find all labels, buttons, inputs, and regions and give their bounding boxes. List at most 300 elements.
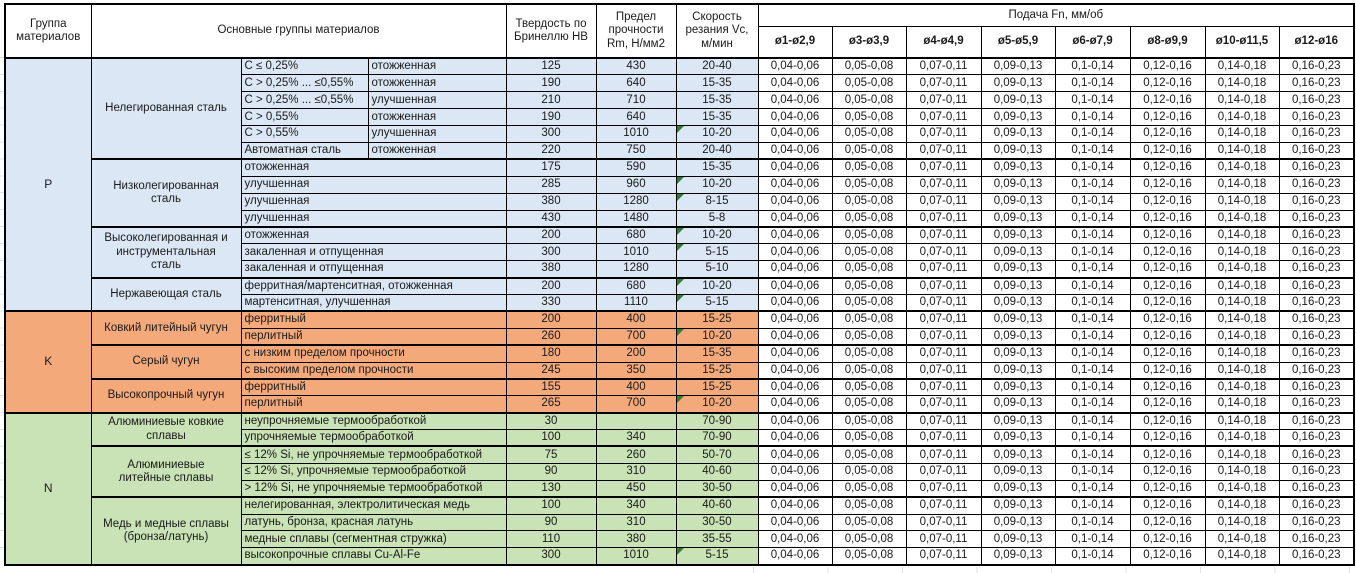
material-state-cell: отожженная bbox=[368, 58, 506, 75]
feed-value-cell: 0,16-0,23 bbox=[1279, 126, 1354, 143]
feed-value-cell: 0,05-0,08 bbox=[832, 294, 906, 311]
feed-value-cell: 0,07-0,11 bbox=[906, 193, 981, 210]
table-row bbox=[5, 227, 1354, 244]
material-spec-cell: Автоматная сталь bbox=[241, 142, 368, 159]
subgroup-cell: Медь и медные сплавы (бронза/латунь) bbox=[91, 497, 241, 565]
hardness-hb-cell: 125 bbox=[506, 58, 596, 75]
feed-value-cell: 0,12-0,16 bbox=[1130, 126, 1205, 143]
strength-rm-cell: 1010 bbox=[596, 548, 676, 565]
cutting-speed-vc-cell: 20-40 bbox=[676, 58, 758, 75]
feed-value-cell: 0,09-0,13 bbox=[981, 362, 1055, 379]
material-spec-cell: перлитный bbox=[241, 396, 506, 413]
feed-value-cell: 0,07-0,11 bbox=[906, 210, 981, 227]
feed-value-cell: 0,16-0,23 bbox=[1279, 176, 1354, 193]
cutting-speed-vc-cell: 15-35 bbox=[676, 159, 758, 176]
feed-value-cell: 0,07-0,11 bbox=[906, 261, 981, 278]
feed-value-cell: 0,14-0,18 bbox=[1205, 193, 1279, 210]
feed-value-cell: 0,1-0,14 bbox=[1055, 176, 1130, 193]
feed-value-cell: 0,04-0,06 bbox=[758, 109, 832, 126]
feed-value-cell: 0,05-0,08 bbox=[832, 92, 906, 109]
cutting-speed-vc-cell: 30-50 bbox=[676, 480, 758, 497]
feed-value-cell: 0,04-0,06 bbox=[758, 463, 832, 480]
hardness-hb-cell: 220 bbox=[506, 142, 596, 159]
strength-rm-cell: 350 bbox=[596, 362, 676, 379]
feed-value-cell: 0,1-0,14 bbox=[1055, 413, 1130, 430]
subgroup-cell: Нержавеющая сталь bbox=[91, 278, 241, 312]
material-spec-cell: отожженная bbox=[241, 159, 506, 176]
feed-value-cell: 0,1-0,14 bbox=[1055, 480, 1130, 497]
table-body bbox=[5, 58, 1354, 565]
subgroup-cell: Высокопрочный чугун bbox=[91, 379, 241, 413]
feed-value-cell: 0,07-0,11 bbox=[906, 345, 981, 362]
table-row bbox=[5, 58, 1354, 75]
feed-value-cell: 0,1-0,14 bbox=[1055, 362, 1130, 379]
table-row bbox=[5, 345, 1354, 362]
feed-value-cell: 0,07-0,11 bbox=[906, 430, 981, 447]
feed-value-cell: 0,04-0,06 bbox=[758, 142, 832, 159]
hardness-hb-cell: 110 bbox=[506, 531, 596, 548]
col-header-material-group: Группа материалов bbox=[5, 4, 91, 58]
cutting-speed-vc-cell: 20-40 bbox=[676, 142, 758, 159]
cutting-speed-vc-cell: 50-70 bbox=[676, 446, 758, 463]
strength-rm-cell: 200 bbox=[596, 345, 676, 362]
material-spec-cell: высокопрочные сплавы Cu-Al-Fe bbox=[241, 548, 506, 565]
strength-rm-cell: 700 bbox=[596, 396, 676, 413]
feed-value-cell: 0,14-0,18 bbox=[1205, 244, 1279, 261]
feed-value-cell: 0,1-0,14 bbox=[1055, 446, 1130, 463]
hardness-hb-cell: 175 bbox=[506, 159, 596, 176]
material-spec-cell: ≤ 12% Si, не упрочняемые термообработкой bbox=[241, 446, 506, 463]
feed-value-cell: 0,05-0,08 bbox=[832, 193, 906, 210]
feed-value-cell: 0,05-0,08 bbox=[832, 58, 906, 75]
material-spec-cell: C > 0,25% ... ≤0,55% bbox=[241, 92, 368, 109]
feed-value-cell: 0,09-0,13 bbox=[981, 58, 1055, 75]
feed-value-cell: 0,12-0,16 bbox=[1130, 75, 1205, 92]
feed-value-cell: 0,12-0,16 bbox=[1130, 142, 1205, 159]
feed-value-cell: 0,09-0,13 bbox=[981, 430, 1055, 447]
table-row bbox=[5, 446, 1354, 463]
hardness-hb-cell: 100 bbox=[506, 497, 596, 514]
hardness-hb-cell: 265 bbox=[506, 396, 596, 413]
material-spec-cell: с высоким пределом прочности bbox=[241, 362, 506, 379]
strength-rm-cell: 1280 bbox=[596, 193, 676, 210]
strength-rm-cell: 590 bbox=[596, 159, 676, 176]
feed-value-cell: 0,16-0,23 bbox=[1279, 430, 1354, 447]
hardness-hb-cell: 285 bbox=[506, 176, 596, 193]
feed-value-cell: 0,1-0,14 bbox=[1055, 227, 1130, 244]
hardness-hb-cell: 300 bbox=[506, 548, 596, 565]
hardness-hb-cell: 300 bbox=[506, 126, 596, 143]
feed-value-cell: 0,14-0,18 bbox=[1205, 227, 1279, 244]
strength-rm-cell: 430 bbox=[596, 58, 676, 75]
col-header-diameter-5: ø6-ø7,9 bbox=[1055, 26, 1130, 58]
table-row bbox=[5, 379, 1354, 396]
feed-value-cell: 0,07-0,11 bbox=[906, 159, 981, 176]
feed-value-cell: 0,04-0,06 bbox=[758, 244, 832, 261]
hardness-hb-cell: 190 bbox=[506, 109, 596, 126]
feed-value-cell: 0,12-0,16 bbox=[1130, 210, 1205, 227]
feed-value-cell: 0,07-0,11 bbox=[906, 514, 981, 531]
feed-value-cell: 0,12-0,16 bbox=[1130, 109, 1205, 126]
feed-value-cell: 0,04-0,06 bbox=[758, 311, 832, 328]
strength-rm-cell: 260 bbox=[596, 446, 676, 463]
feed-value-cell: 0,12-0,16 bbox=[1130, 362, 1205, 379]
feed-value-cell: 0,16-0,23 bbox=[1279, 261, 1354, 278]
feed-value-cell: 0,1-0,14 bbox=[1055, 58, 1130, 75]
feed-value-cell: 0,04-0,06 bbox=[758, 92, 832, 109]
feed-value-cell: 0,14-0,18 bbox=[1205, 430, 1279, 447]
hardness-hb-cell: 75 bbox=[506, 446, 596, 463]
feed-value-cell: 0,12-0,16 bbox=[1130, 278, 1205, 295]
feed-value-cell: 0,05-0,08 bbox=[832, 244, 906, 261]
cutting-speed-vc-cell: 15-25 bbox=[676, 311, 758, 328]
feed-value-cell: 0,12-0,16 bbox=[1130, 548, 1205, 565]
cutting-speed-vc-cell: 8-15 bbox=[676, 193, 758, 210]
feed-value-cell: 0,07-0,11 bbox=[906, 362, 981, 379]
feed-value-cell: 0,12-0,16 bbox=[1130, 497, 1205, 514]
cutting-speed-vc-cell: 10-20 bbox=[676, 176, 758, 193]
feed-value-cell: 0,04-0,06 bbox=[758, 58, 832, 75]
feed-value-cell: 0,09-0,13 bbox=[981, 261, 1055, 278]
feed-value-cell: 0,04-0,06 bbox=[758, 379, 832, 396]
feed-value-cell: 0,12-0,16 bbox=[1130, 227, 1205, 244]
strength-rm-cell: 960 bbox=[596, 176, 676, 193]
feed-value-cell: 0,14-0,18 bbox=[1205, 328, 1279, 345]
feed-value-cell: 0,14-0,18 bbox=[1205, 58, 1279, 75]
col-header-diameter-2: ø3-ø3,9 bbox=[832, 26, 906, 58]
feed-value-cell: 0,05-0,08 bbox=[832, 159, 906, 176]
feed-value-cell: 0,12-0,16 bbox=[1130, 193, 1205, 210]
feed-value-cell: 0,09-0,13 bbox=[981, 227, 1055, 244]
cutting-speed-vc-cell: 15-35 bbox=[676, 109, 758, 126]
feed-value-cell: 0,09-0,13 bbox=[981, 278, 1055, 295]
hardness-hb-cell: 100 bbox=[506, 430, 596, 447]
hardness-hb-cell: 90 bbox=[506, 514, 596, 531]
hardness-hb-cell: 430 bbox=[506, 210, 596, 227]
feed-value-cell: 0,14-0,18 bbox=[1205, 261, 1279, 278]
feed-value-cell: 0,09-0,13 bbox=[981, 328, 1055, 345]
feed-value-cell: 0,05-0,08 bbox=[832, 261, 906, 278]
strength-rm-cell: 400 bbox=[596, 379, 676, 396]
feed-value-cell: 0,05-0,08 bbox=[832, 328, 906, 345]
col-header-feed-title: Подача Fn, мм/об bbox=[758, 4, 1354, 26]
feed-value-cell: 0,1-0,14 bbox=[1055, 92, 1130, 109]
material-spec-cell: C ≤ 0,25% bbox=[241, 58, 368, 75]
feed-value-cell: 0,16-0,23 bbox=[1279, 244, 1354, 261]
hardness-hb-cell: 380 bbox=[506, 261, 596, 278]
feed-value-cell: 0,16-0,23 bbox=[1279, 109, 1354, 126]
cutting-speed-vc-cell: 15-35 bbox=[676, 92, 758, 109]
feed-value-cell: 0,04-0,06 bbox=[758, 227, 832, 244]
feed-value-cell: 0,05-0,08 bbox=[832, 345, 906, 362]
strength-rm-cell: 310 bbox=[596, 463, 676, 480]
feed-value-cell: 0,12-0,16 bbox=[1130, 379, 1205, 396]
strength-rm-cell: 710 bbox=[596, 92, 676, 109]
feed-value-cell: 0,1-0,14 bbox=[1055, 548, 1130, 565]
feed-value-cell: 0,09-0,13 bbox=[981, 193, 1055, 210]
subgroup-cell: Серый чугун bbox=[91, 345, 241, 379]
material-spec-cell: с низким пределом прочности bbox=[241, 345, 506, 362]
feed-value-cell: 0,14-0,18 bbox=[1205, 109, 1279, 126]
strength-rm-cell: 340 bbox=[596, 430, 676, 447]
material-spec-cell: отожженная bbox=[241, 227, 506, 244]
hardness-hb-cell: 300 bbox=[506, 244, 596, 261]
feed-value-cell: 0,14-0,18 bbox=[1205, 75, 1279, 92]
feed-value-cell: 0,04-0,06 bbox=[758, 430, 832, 447]
feed-value-cell: 0,14-0,18 bbox=[1205, 294, 1279, 311]
feed-value-cell: 0,07-0,11 bbox=[906, 244, 981, 261]
feed-value-cell: 0,09-0,13 bbox=[981, 159, 1055, 176]
feed-value-cell: 0,16-0,23 bbox=[1279, 193, 1354, 210]
feed-value-cell: 0,05-0,08 bbox=[832, 446, 906, 463]
strength-rm-cell: 1280 bbox=[596, 261, 676, 278]
feed-value-cell: 0,05-0,08 bbox=[832, 463, 906, 480]
feed-value-cell: 0,09-0,13 bbox=[981, 92, 1055, 109]
feed-value-cell: 0,16-0,23 bbox=[1279, 480, 1354, 497]
feed-value-cell: 0,09-0,13 bbox=[981, 446, 1055, 463]
hardness-hb-cell: 380 bbox=[506, 193, 596, 210]
material-state-cell: отожженная bbox=[368, 142, 506, 159]
hardness-hb-cell: 200 bbox=[506, 278, 596, 295]
material-spec-cell: C > 0,55% bbox=[241, 109, 368, 126]
feed-value-cell: 0,04-0,06 bbox=[758, 328, 832, 345]
feed-value-cell: 0,07-0,11 bbox=[906, 396, 981, 413]
feed-value-cell: 0,1-0,14 bbox=[1055, 244, 1130, 261]
feed-value-cell: 0,07-0,11 bbox=[906, 548, 981, 565]
hardness-hb-cell: 90 bbox=[506, 463, 596, 480]
feed-value-cell: 0,09-0,13 bbox=[981, 345, 1055, 362]
feed-value-cell: 0,07-0,11 bbox=[906, 531, 981, 548]
feed-value-cell: 0,05-0,08 bbox=[832, 396, 906, 413]
feed-value-cell: 0,05-0,08 bbox=[832, 531, 906, 548]
feed-value-cell: 0,1-0,14 bbox=[1055, 159, 1130, 176]
material-state-cell: улучшенная bbox=[368, 126, 506, 143]
feed-value-cell: 0,14-0,18 bbox=[1205, 345, 1279, 362]
feed-value-cell: 0,05-0,08 bbox=[832, 413, 906, 430]
feed-value-cell: 0,14-0,18 bbox=[1205, 176, 1279, 193]
feed-value-cell: 0,16-0,23 bbox=[1279, 413, 1354, 430]
feed-value-cell: 0,12-0,16 bbox=[1130, 311, 1205, 328]
feed-value-cell: 0,09-0,13 bbox=[981, 396, 1055, 413]
feed-value-cell: 0,1-0,14 bbox=[1055, 311, 1130, 328]
table-row bbox=[5, 311, 1354, 328]
feed-value-cell: 0,16-0,23 bbox=[1279, 75, 1354, 92]
feed-value-cell: 0,07-0,11 bbox=[906, 463, 981, 480]
strength-rm-cell: 750 bbox=[596, 142, 676, 159]
feed-value-cell: 0,1-0,14 bbox=[1055, 210, 1130, 227]
subgroup-cell: Высоколегированная и инструментальная сталь bbox=[91, 227, 241, 278]
strength-rm-cell: 400 bbox=[596, 311, 676, 328]
material-spec-cell: ≤ 12% Si, упрочняемые термообработкой bbox=[241, 463, 506, 480]
feed-value-cell: 0,04-0,06 bbox=[758, 497, 832, 514]
group-cell: P bbox=[5, 58, 91, 311]
feed-value-cell: 0,07-0,11 bbox=[906, 278, 981, 295]
feed-value-cell: 0,12-0,16 bbox=[1130, 430, 1205, 447]
material-spec-cell: ферритная/мартенситная, отожженная bbox=[241, 278, 506, 295]
feed-value-cell: 0,09-0,13 bbox=[981, 514, 1055, 531]
strength-rm-cell: 680 bbox=[596, 227, 676, 244]
feed-value-cell: 0,05-0,08 bbox=[832, 362, 906, 379]
feed-value-cell: 0,05-0,08 bbox=[832, 514, 906, 531]
feed-value-cell: 0,09-0,13 bbox=[981, 413, 1055, 430]
feed-value-cell: 0,1-0,14 bbox=[1055, 430, 1130, 447]
feed-value-cell: 0,12-0,16 bbox=[1130, 244, 1205, 261]
feed-value-cell: 0,05-0,08 bbox=[832, 278, 906, 295]
feed-value-cell: 0,1-0,14 bbox=[1055, 463, 1130, 480]
hardness-hb-cell: 180 bbox=[506, 345, 596, 362]
feed-value-cell: 0,05-0,08 bbox=[832, 126, 906, 143]
col-header-diameter-8: ø12-ø16 bbox=[1279, 26, 1354, 58]
cutting-speed-vc-cell: 15-35 bbox=[676, 345, 758, 362]
feed-value-cell: 0,07-0,11 bbox=[906, 58, 981, 75]
feed-value-cell: 0,09-0,13 bbox=[981, 463, 1055, 480]
feed-value-cell: 0,14-0,18 bbox=[1205, 278, 1279, 295]
table-row bbox=[5, 159, 1354, 176]
cutting-speed-vc-cell: 10-20 bbox=[676, 227, 758, 244]
feed-value-cell: 0,09-0,13 bbox=[981, 244, 1055, 261]
col-header-strength-rm: Предел прочности Rm, Н/мм2 bbox=[596, 4, 676, 58]
material-state-cell: отожженная bbox=[368, 75, 506, 92]
feed-value-cell: 0,14-0,18 bbox=[1205, 92, 1279, 109]
feed-value-cell: 0,12-0,16 bbox=[1130, 514, 1205, 531]
material-spec-cell: нелегированная, электролитическая медь bbox=[241, 497, 506, 514]
feed-value-cell: 0,04-0,06 bbox=[758, 261, 832, 278]
feed-value-cell: 0,04-0,06 bbox=[758, 294, 832, 311]
feed-value-cell: 0,12-0,16 bbox=[1130, 176, 1205, 193]
group-cell: N bbox=[5, 413, 91, 565]
hardness-hb-cell: 30 bbox=[506, 413, 596, 430]
material-spec-cell: ферритный bbox=[241, 379, 506, 396]
feed-value-cell: 0,04-0,06 bbox=[758, 396, 832, 413]
feed-value-cell: 0,16-0,23 bbox=[1279, 514, 1354, 531]
hardness-hb-cell: 155 bbox=[506, 379, 596, 396]
feed-value-cell: 0,1-0,14 bbox=[1055, 278, 1130, 295]
cutting-speed-vc-cell: 5-10 bbox=[676, 261, 758, 278]
material-spec-cell: > 12% Si, не упрочняемые термообработкой bbox=[241, 480, 506, 497]
material-spec-cell: закаленная и отпущенная bbox=[241, 244, 506, 261]
cutting-speed-vc-cell: 5-15 bbox=[676, 294, 758, 311]
feed-value-cell: 0,05-0,08 bbox=[832, 497, 906, 514]
feed-value-cell: 0,14-0,18 bbox=[1205, 159, 1279, 176]
cutting-speed-vc-cell: 10-20 bbox=[676, 126, 758, 143]
feed-value-cell: 0,1-0,14 bbox=[1055, 345, 1130, 362]
feed-value-cell: 0,07-0,11 bbox=[906, 176, 981, 193]
feed-value-cell: 0,09-0,13 bbox=[981, 480, 1055, 497]
feed-value-cell: 0,12-0,16 bbox=[1130, 463, 1205, 480]
feed-value-cell: 0,1-0,14 bbox=[1055, 142, 1130, 159]
feed-value-cell: 0,16-0,23 bbox=[1279, 396, 1354, 413]
feed-value-cell: 0,09-0,13 bbox=[981, 126, 1055, 143]
feed-value-cell: 0,1-0,14 bbox=[1055, 261, 1130, 278]
table-row bbox=[5, 413, 1354, 430]
feed-value-cell: 0,14-0,18 bbox=[1205, 210, 1279, 227]
subgroup-cell: Алюминиевые ковкие сплавы bbox=[91, 413, 241, 447]
material-spec-cell: ферритный bbox=[241, 311, 506, 328]
feed-value-cell: 0,16-0,23 bbox=[1279, 159, 1354, 176]
feed-value-cell: 0,09-0,13 bbox=[981, 176, 1055, 193]
cutting-speed-vc-cell: 40-60 bbox=[676, 497, 758, 514]
feed-value-cell: 0,07-0,11 bbox=[906, 92, 981, 109]
feed-value-cell: 0,12-0,16 bbox=[1130, 92, 1205, 109]
feed-value-cell: 0,09-0,13 bbox=[981, 548, 1055, 565]
feed-value-cell: 0,14-0,18 bbox=[1205, 379, 1279, 396]
cutting-speed-vc-cell: 5-15 bbox=[676, 548, 758, 565]
cutting-speed-vc-cell: 70-90 bbox=[676, 430, 758, 447]
feed-value-cell: 0,07-0,11 bbox=[906, 294, 981, 311]
feed-value-cell: 0,1-0,14 bbox=[1055, 109, 1130, 126]
feed-value-cell: 0,07-0,11 bbox=[906, 109, 981, 126]
feed-value-cell: 0,12-0,16 bbox=[1130, 413, 1205, 430]
hardness-hb-cell: 200 bbox=[506, 311, 596, 328]
header-row-top bbox=[5, 4, 1354, 26]
feed-value-cell: 0,1-0,14 bbox=[1055, 514, 1130, 531]
feed-value-cell: 0,14-0,18 bbox=[1205, 396, 1279, 413]
feed-value-cell: 0,07-0,11 bbox=[906, 497, 981, 514]
feed-value-cell: 0,07-0,11 bbox=[906, 227, 981, 244]
strength-rm-cell: 700 bbox=[596, 328, 676, 345]
feed-value-cell: 0,16-0,23 bbox=[1279, 294, 1354, 311]
feed-value-cell: 0,07-0,11 bbox=[906, 379, 981, 396]
strength-rm-cell: 1480 bbox=[596, 210, 676, 227]
hardness-hb-cell: 245 bbox=[506, 362, 596, 379]
feed-value-cell: 0,14-0,18 bbox=[1205, 463, 1279, 480]
feed-value-cell: 0,07-0,11 bbox=[906, 142, 981, 159]
feed-value-cell: 0,14-0,18 bbox=[1205, 497, 1279, 514]
feed-value-cell: 0,14-0,18 bbox=[1205, 548, 1279, 565]
strength-rm-cell: 1010 bbox=[596, 126, 676, 143]
cutting-speed-vc-cell: 40-60 bbox=[676, 463, 758, 480]
feed-value-cell: 0,16-0,23 bbox=[1279, 345, 1354, 362]
col-header-diameter-1: ø1-ø2,9 bbox=[758, 26, 832, 58]
feed-value-cell: 0,16-0,23 bbox=[1279, 379, 1354, 396]
feed-value-cell: 0,05-0,08 bbox=[832, 210, 906, 227]
col-header-diameter-7: ø10-ø11,5 bbox=[1205, 26, 1279, 58]
feed-value-cell: 0,04-0,06 bbox=[758, 548, 832, 565]
feed-value-cell: 0,09-0,13 bbox=[981, 142, 1055, 159]
feed-value-cell: 0,07-0,11 bbox=[906, 480, 981, 497]
strength-rm-cell: 450 bbox=[596, 480, 676, 497]
subgroup-cell: Алюминиевые литейные сплавы bbox=[91, 446, 241, 497]
cutting-speed-vc-cell: 10-20 bbox=[676, 278, 758, 295]
col-header-hardness-hb: Твердость по Бринеллю HB bbox=[506, 4, 596, 58]
feed-value-cell: 0,12-0,16 bbox=[1130, 480, 1205, 497]
feed-value-cell: 0,1-0,14 bbox=[1055, 328, 1130, 345]
feed-value-cell: 0,09-0,13 bbox=[981, 311, 1055, 328]
feed-value-cell: 0,09-0,13 bbox=[981, 531, 1055, 548]
feed-value-cell: 0,05-0,08 bbox=[832, 176, 906, 193]
strength-rm-cell: 680 bbox=[596, 278, 676, 295]
feed-value-cell: 0,14-0,18 bbox=[1205, 480, 1279, 497]
feed-value-cell: 0,1-0,14 bbox=[1055, 531, 1130, 548]
feed-value-cell: 0,05-0,08 bbox=[832, 142, 906, 159]
feed-value-cell: 0,16-0,23 bbox=[1279, 58, 1354, 75]
strength-rm-cell: 640 bbox=[596, 109, 676, 126]
feed-value-cell: 0,04-0,06 bbox=[758, 210, 832, 227]
material-spec-cell: мартенситная, улучшенная bbox=[241, 294, 506, 311]
sheet-gridlines-bottom-margin bbox=[753, 567, 1356, 573]
feed-value-cell: 0,05-0,08 bbox=[832, 430, 906, 447]
material-spec-cell: перлитный bbox=[241, 328, 506, 345]
feed-value-cell: 0,16-0,23 bbox=[1279, 446, 1354, 463]
feed-value-cell: 0,16-0,23 bbox=[1279, 92, 1354, 109]
cutting-speed-vc-cell: 5-15 bbox=[676, 244, 758, 261]
feed-value-cell: 0,05-0,08 bbox=[832, 311, 906, 328]
feed-value-cell: 0,12-0,16 bbox=[1130, 159, 1205, 176]
feed-value-cell: 0,16-0,23 bbox=[1279, 531, 1354, 548]
cutting-data-table bbox=[4, 3, 1355, 566]
material-spec-cell: C > 0,55% bbox=[241, 126, 368, 143]
hardness-hb-cell: 260 bbox=[506, 328, 596, 345]
